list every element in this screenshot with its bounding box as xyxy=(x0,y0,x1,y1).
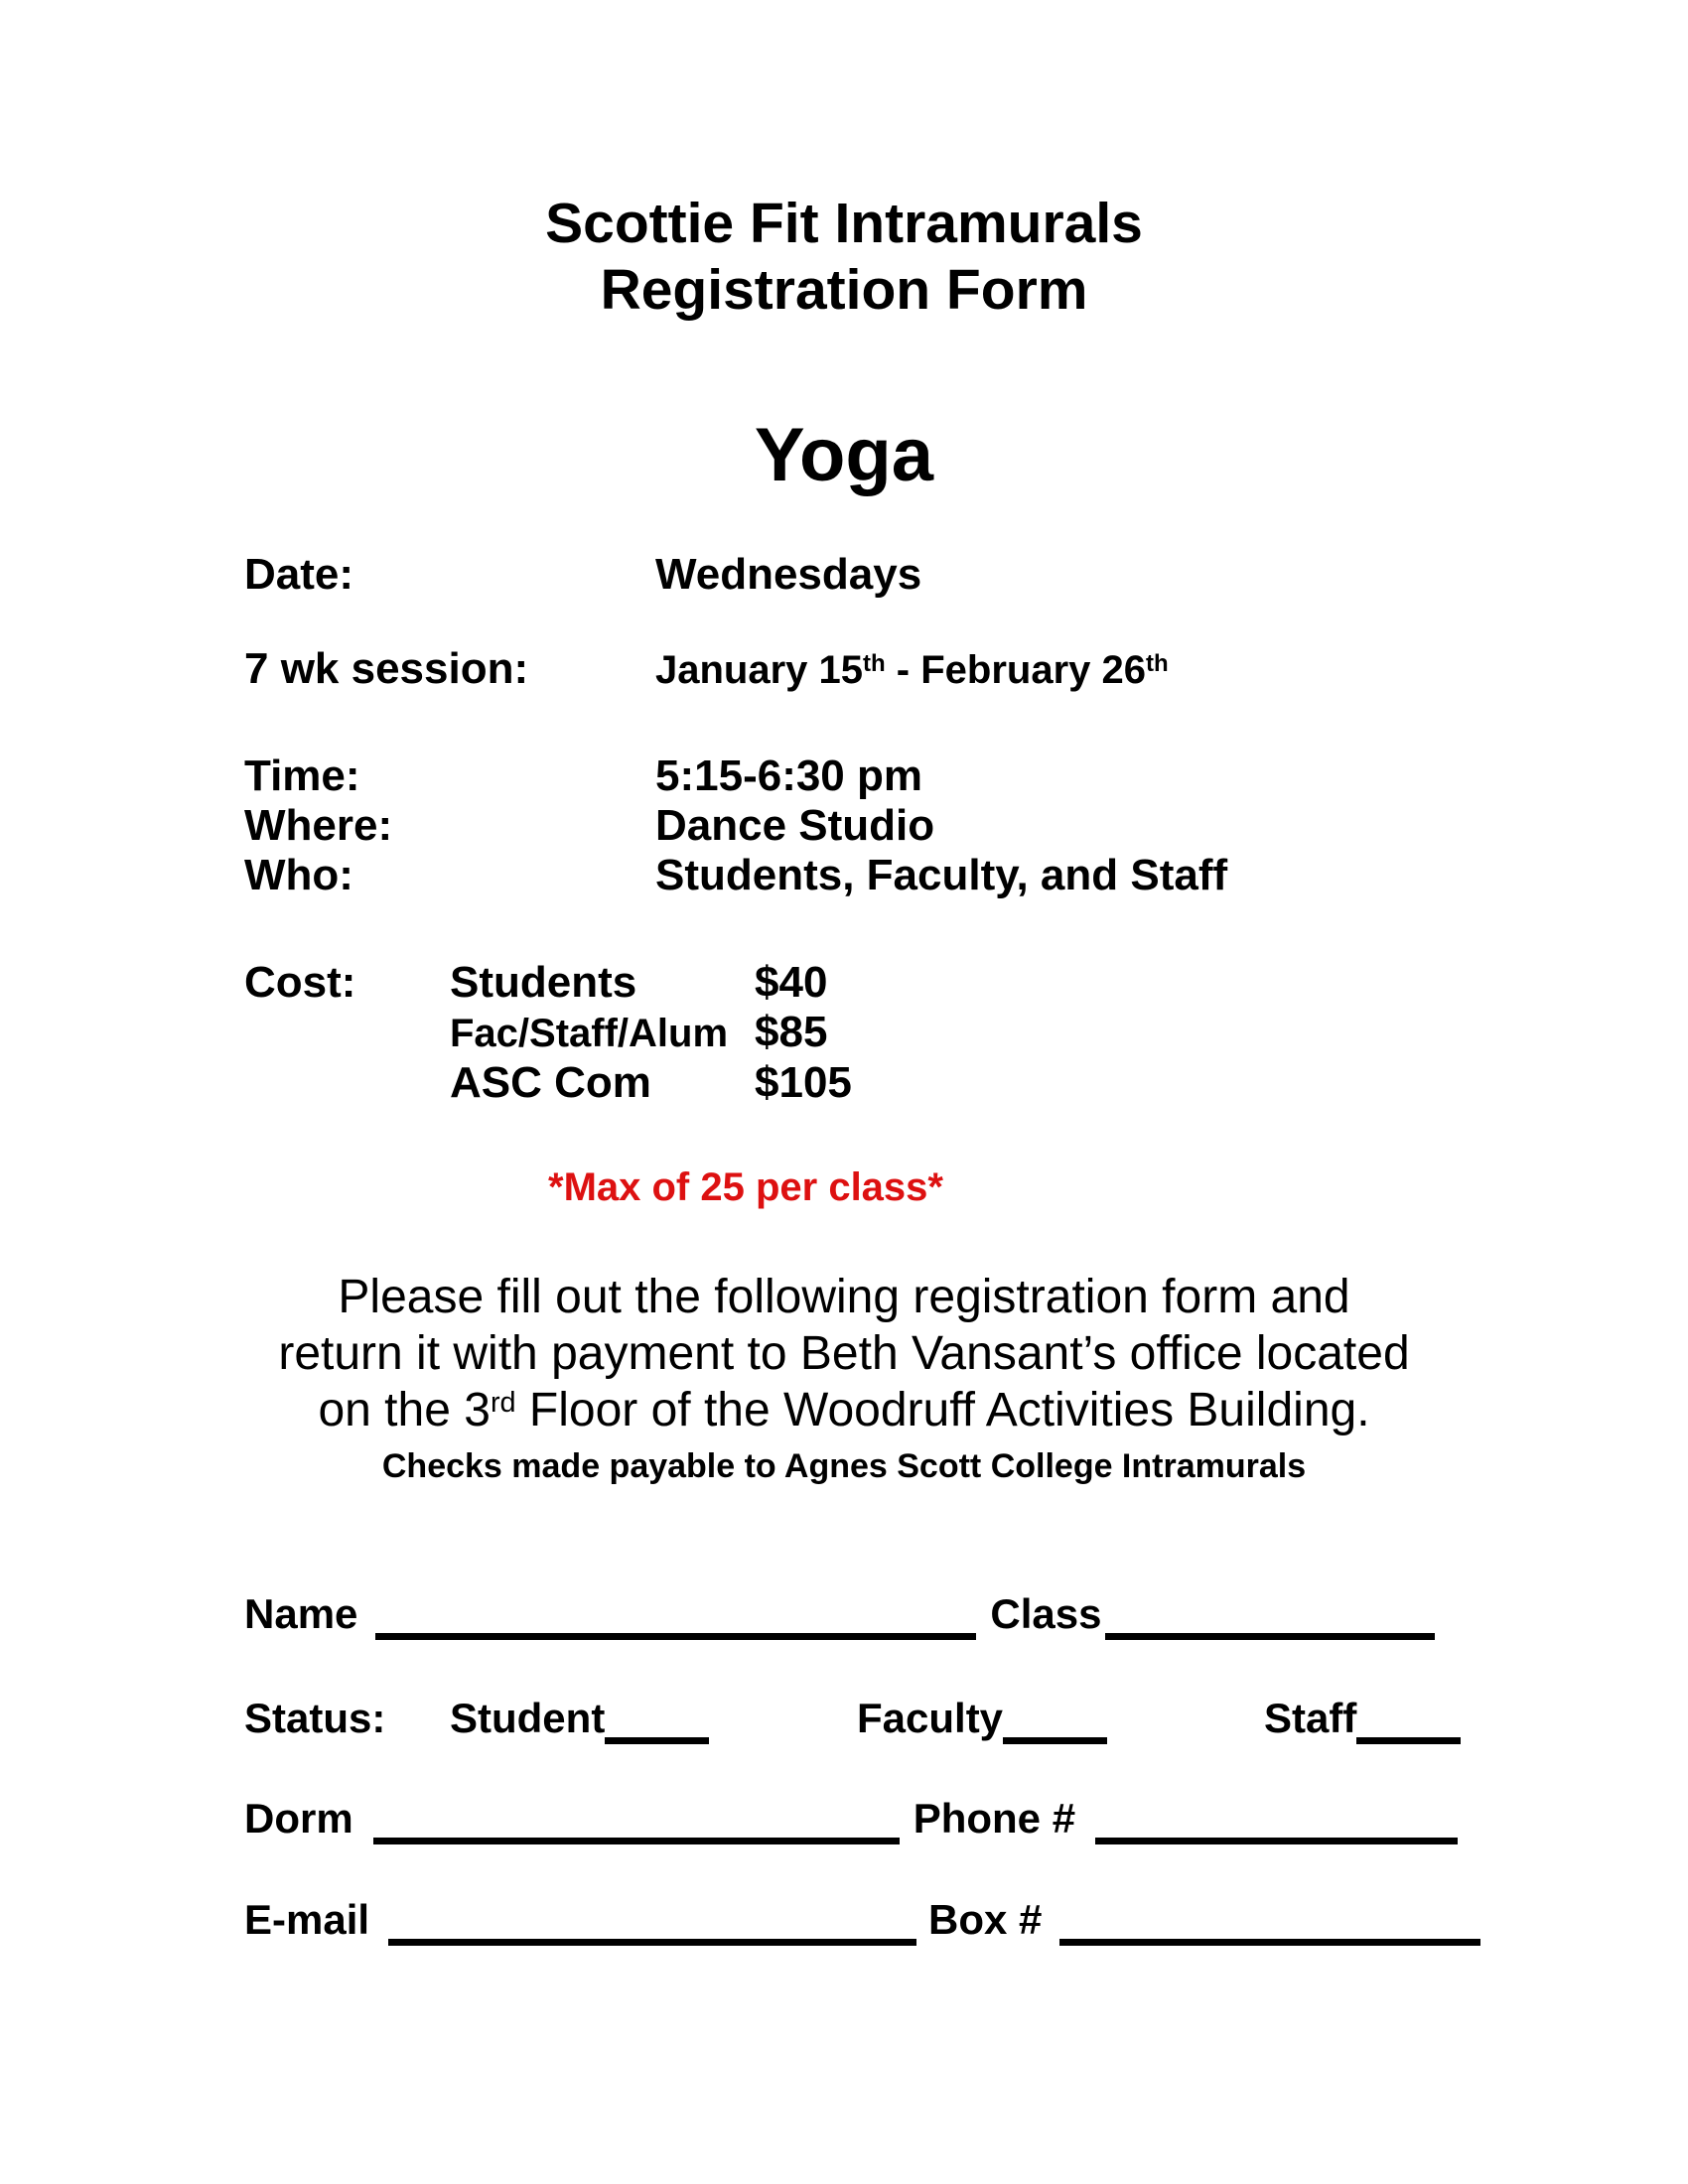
dorm-field-blank xyxy=(373,1826,900,1844)
name-label: Name xyxy=(244,1590,358,1637)
box-label: Box # xyxy=(928,1896,1043,1943)
schedule-section xyxy=(244,751,1227,900)
cost-row-facstaffalum xyxy=(244,1008,852,1058)
time-label: Time: xyxy=(244,751,360,800)
instructions-line2: return it with payment to Beth Vansant’s office located xyxy=(278,1327,1410,1380)
session-value xyxy=(655,648,1169,692)
instructions-paragraph xyxy=(0,1269,1688,1491)
where-row xyxy=(244,801,1227,851)
instructions-line3: on the 3rd Floor of the Woodruff Activities Building. xyxy=(318,1384,1370,1436)
date-row xyxy=(244,550,921,600)
session-end-date: - February 26 xyxy=(885,648,1147,692)
max-capacity-note: *Max of 25 per class* xyxy=(548,1165,943,1209)
status-option-student xyxy=(450,1694,709,1744)
class-field-blank xyxy=(1105,1621,1435,1640)
cost-row-students xyxy=(244,958,852,1008)
who-value: Students, Faculty, and Staff xyxy=(655,851,1228,899)
box-field-blank xyxy=(1059,1927,1480,1946)
form-title-line1: Scottie Fit Intramurals xyxy=(545,192,1143,255)
cost-price: $40 xyxy=(755,958,828,1007)
dorm-label: Dorm xyxy=(244,1795,353,1842)
email-row xyxy=(244,1895,1480,1946)
form-title-line2: Registration Form xyxy=(600,258,1088,322)
email-label: E-mail xyxy=(244,1896,370,1943)
email-field-blank xyxy=(388,1927,916,1946)
time-value: 5:15-6:30 pm xyxy=(655,751,923,800)
cost-label: Cost: xyxy=(244,958,356,1007)
faculty-check-blank xyxy=(1003,1725,1107,1744)
cost-price: $85 xyxy=(755,1008,828,1056)
date-value: Wednesdays xyxy=(655,550,922,599)
floor-ordinal: rd xyxy=(490,1386,516,1419)
phone-label: Phone # xyxy=(913,1795,1076,1842)
cost-category: Fac/Staff/Alum xyxy=(450,1012,729,1055)
cost-section xyxy=(244,958,852,1108)
status-option-staff xyxy=(1264,1694,1461,1744)
cost-price: $105 xyxy=(755,1058,852,1107)
who-row xyxy=(244,851,1227,900)
staff-label: Staff xyxy=(1264,1695,1357,1741)
student-check-blank xyxy=(605,1725,709,1744)
phone-field-blank xyxy=(1095,1826,1458,1844)
cost-row-asccom xyxy=(244,1058,852,1108)
status-label: Status: xyxy=(244,1695,386,1741)
time-row xyxy=(244,751,1227,801)
class-label: Class xyxy=(990,1590,1102,1637)
name-field-blank xyxy=(375,1621,976,1640)
session-start-ordinal: th xyxy=(863,650,886,677)
staff-check-blank xyxy=(1356,1725,1461,1744)
session-label: 7 wk session: xyxy=(244,644,529,693)
cost-category: ASC Com xyxy=(450,1058,651,1107)
where-value: Dance Studio xyxy=(655,801,935,850)
form-title xyxy=(0,191,1688,324)
payable-note: Checks made payable to Agnes Scott College Intramurals xyxy=(381,1447,1307,1485)
status-option-faculty xyxy=(857,1694,1107,1744)
instructions-line1: Please fill out the following registration form and xyxy=(338,1271,1350,1323)
student-label: Student xyxy=(450,1695,606,1741)
dorm-row xyxy=(244,1794,1458,1844)
session-end-ordinal: th xyxy=(1146,650,1169,677)
date-label: Date: xyxy=(244,550,354,599)
who-label: Who: xyxy=(244,851,353,899)
session-row xyxy=(244,644,1169,701)
activity-title: Yoga xyxy=(754,413,934,497)
session-start-date: January 15 xyxy=(655,648,864,692)
faculty-label: Faculty xyxy=(857,1695,1004,1741)
name-row xyxy=(244,1589,1435,1640)
where-label: Where: xyxy=(244,801,393,850)
cost-category: Students xyxy=(450,958,637,1007)
status-row xyxy=(0,1694,1688,1753)
